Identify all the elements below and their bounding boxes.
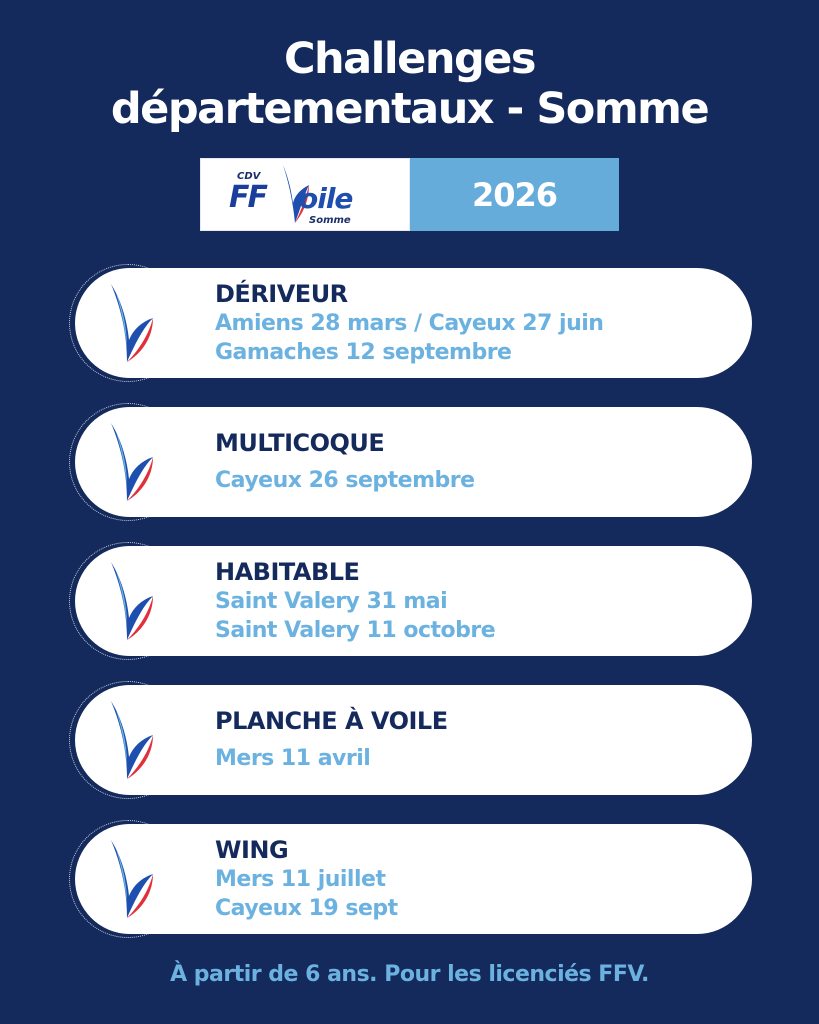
logo-banner — [200, 158, 619, 231]
event-category: WING — [215, 835, 289, 864]
logo-voile-text: oile — [299, 182, 353, 215]
title-line-2: départementaux - Somme — [110, 84, 709, 134]
event-category: MULTICOQUE — [215, 429, 385, 457]
event-card — [75, 407, 752, 517]
year-badge: 2026 — [410, 158, 619, 231]
event-text — [215, 685, 448, 795]
event-date-line: Gamaches 12 septembre — [215, 339, 512, 365]
event-date-line: Amiens 28 mars / Cayeux 27 juin — [215, 310, 604, 336]
event-date-line: Mers 11 avril — [215, 746, 371, 771]
logo-cdv-text: CDV — [237, 171, 261, 182]
title-line-1: Challenges — [284, 34, 535, 84]
event-text — [215, 824, 398, 934]
logo-ff-text: FF — [229, 180, 266, 215]
event-text — [215, 268, 603, 378]
footer-note: À partir de 6 ans. Pour les licenciés FFV. — [170, 962, 649, 987]
event-category: PLANCHE À VOILE — [215, 707, 448, 735]
event-category: DÉRIVEUR — [215, 279, 348, 308]
logo-somme-text: Somme — [309, 215, 351, 226]
event-date-line: Saint Valery 11 octobre — [215, 617, 496, 643]
event-card — [75, 268, 752, 378]
ffvoile-logo — [200, 158, 410, 231]
sail-icon — [105, 838, 157, 924]
page-title — [0, 34, 819, 134]
event-text — [215, 407, 475, 517]
event-date-line: Cayeux 26 septembre — [215, 468, 475, 493]
event-card — [75, 546, 752, 656]
event-card — [75, 685, 752, 795]
event-text — [215, 546, 495, 656]
event-card — [75, 824, 752, 934]
event-date-line: Saint Valery 31 mai — [215, 588, 448, 614]
event-category: HABITABLE — [215, 557, 360, 586]
event-date-line: Cayeux 19 sept — [215, 895, 398, 921]
sail-icon — [105, 560, 157, 646]
sail-icon — [105, 282, 157, 368]
sail-icon — [105, 699, 157, 785]
sail-icon — [105, 421, 157, 507]
event-date-line: Mers 11 juillet — [215, 866, 386, 892]
